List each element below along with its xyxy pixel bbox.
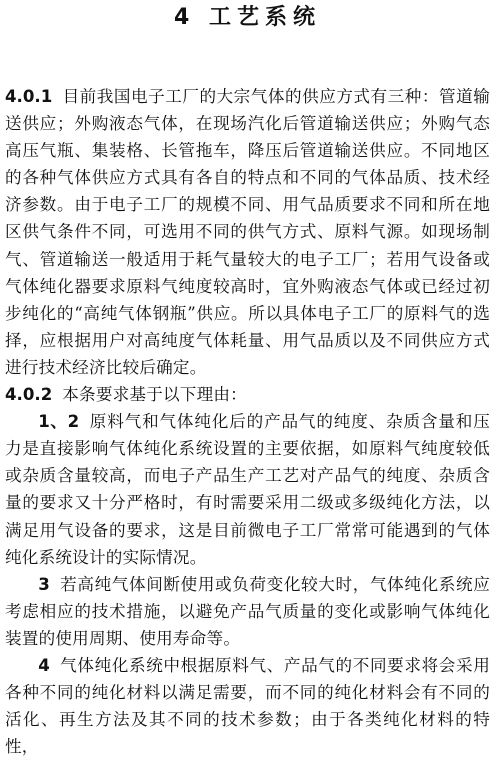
clause-4-0-2: [5, 381, 490, 408]
item-text: 气体纯化系统中根据原料气、产品气的不同要求将会采用各种不同的纯化材料以满足需要，而不同的纯化材料会有不同的活化、再生方法及其不同的技术参数；由于各类纯化材料的特性，: [5, 655, 490, 757]
section-title: 4 工艺系统: [174, 5, 321, 30]
item-text: 原料气和气体纯化后的产品气的纯度、杂质含量和压力是直接影响气体纯化系统设置的主要依据，如原料气纯度较低或杂质含量较高，而电子产品生产工艺对产品气的纯度、杂质含量的要求又十分严格时，有时需要采用二级或多级纯化方法，以满足用气设备的要求，这是目前微电子工厂常常可能遇到的气体纯化系统设计的实际情况。: [5, 412, 491, 567]
clause-text: 目前我国电子工厂的大宗气体的供应方式有三种：管道输送供应；外购液态气体，在现场汽化后管道输送供应；外购气态高压气瓶、集装格、长管拖车，降压后管道输送供应。不同地区的各种气体供应方式具有各自的特点和不同的气体品质、技术经济参数。由于电子工厂的规模不同、用气品质要求不同和所在地区供气条件不同，可选用不同的供气方式、原料气源。如现场制气、管道输送一般适用于耗气量较大的电子工厂；若用气设备或气体纯化器要求原料气纯度较高时，宜外购液态气体或已经过初步纯化的“高纯气体钢瓶”供应。所以具体电子工厂的原料气的选择，应根据用户对高纯度气体耗量、用气品质以及不同供应方式进行技术经济比较后确定。: [5, 87, 490, 377]
item-label: 1、2: [38, 412, 80, 432]
list-item-1-2: [5, 408, 490, 571]
item-label: 3: [38, 574, 50, 594]
item-label: 4: [38, 655, 50, 675]
list-item-3: [5, 571, 490, 652]
list-item-4: [5, 652, 490, 760]
clause-number: 4.0.1: [5, 87, 53, 106]
item-text: 若高纯气体间断使用或负荷变化较大时，气体纯化系统应考虑相应的技术措施，以避免产品气质量的变化或影响气体纯化装置的使用周期、使用寿命等。: [5, 574, 490, 648]
clause-number: 4.0.2: [5, 385, 53, 405]
clause-text: 本条要求基于以下理由：: [62, 385, 247, 405]
body-text: [5, 83, 490, 760]
clause-4-0-1: [5, 83, 490, 381]
